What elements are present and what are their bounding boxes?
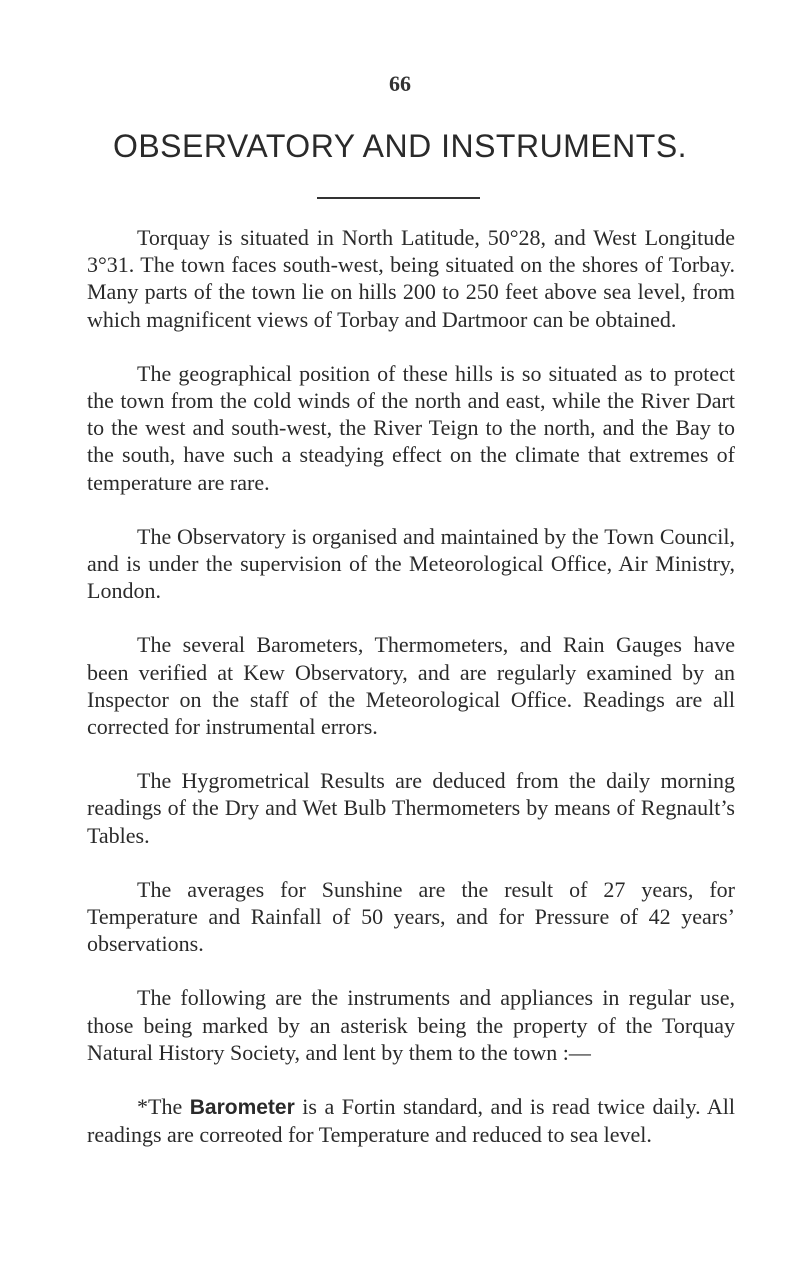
paragraph-averages: The averages for Sunshine are the result of 27 years, for Temperature and Rainfall of 50 years, and for Pressure of 42 years’ observations.: [87, 876, 735, 957]
paragraph-instruments-list-intro: The following are the instruments and appliances in regular use, those being marked by an asterisk being the property of the Torquay Natural History Society, and lent by them to the town :—: [87, 985, 735, 1065]
barometer-prefix: *The: [137, 1094, 190, 1120]
paragraph-instruments-verified: The several Barometers, Thermometers, and Rain Gauges have been verified at Kew Observatory, and are regularly examined by an Inspector on the staff of the Meteorological Office. Readings are all corrected for instrumental errors.: [87, 632, 735, 740]
barometer-term: Barometer: [189, 1096, 295, 1120]
paragraph-observatory: The Observatory is organised and maintained by the Town Council, and is under the supervision of the Meteorological Office, Air Ministry, London.: [87, 523, 735, 604]
page-number: 66: [389, 71, 411, 96]
paragraph-barometer: [87, 1093, 735, 1148]
barometer-text: is a Fortin standard, and is read twice daily. All readings are correoted for Temperature and reduced to sea level.: [87, 1094, 735, 1148]
paragraph-location: Torquay is situated in North Latitude, 50°28, and West Longitude 3°31. The town faces south-west, being situated on the shores of Torbay. Many parts of the town lie on hills 200 to 250 feet above sea level, from which magnificent views of Torbay and Dartmoor can be obtained.: [87, 225, 735, 332]
paragraph-hygrometrical: The Hygrometrical Results are deduced from the daily morning readings of the Dry and Wet Bulb Thermometers by means of Regnault’s Tables.: [87, 768, 735, 848]
page-title: OBSERVATORY AND INSTRUMENTS.: [112, 128, 688, 164]
title-divider: [317, 197, 480, 199]
paragraph-geography: The geographical position of these hills is so situated as to protect the town from the cold winds of the north and east, while the River Dart to the west and south-west, the River Teign to the north, and the Bay to the south, have such a steadying effect on the climate that extremes of temperature are rare.: [87, 360, 735, 495]
body-text: [87, 224, 735, 1148]
